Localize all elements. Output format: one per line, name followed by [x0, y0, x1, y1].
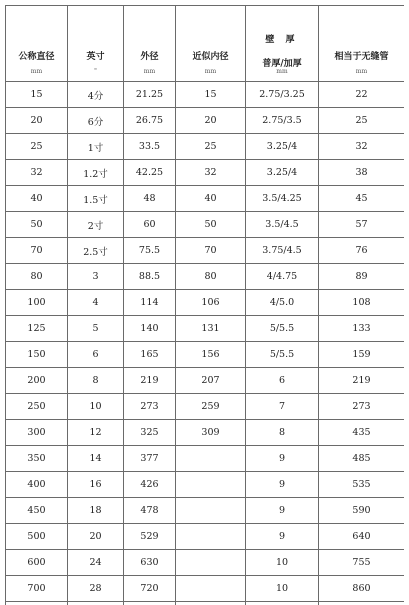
table-row — [6, 602, 405, 605]
cell-wall-thickness: 3.5/4.25 — [246, 186, 319, 212]
cell-nominal-diameter: 700 — [6, 576, 68, 602]
cell-inner-diameter: 131 — [176, 316, 246, 342]
header-label-top: 壁 厚 — [246, 32, 318, 45]
cell-seamless-equivalent: 38 — [319, 160, 405, 186]
cell-nominal-diameter: 350 — [6, 446, 68, 472]
header-outer-diameter — [124, 6, 176, 82]
cell-outer-diameter: 42.25 — [124, 160, 176, 186]
cell-inner-diameter: 259 — [176, 394, 246, 420]
cell-seamless-equivalent: 159 — [319, 342, 405, 368]
cell-wall-thickness: 2.75/3.5 — [246, 108, 319, 134]
cell-inner-diameter: 156 — [176, 342, 246, 368]
header-row — [6, 6, 405, 82]
cell-inch: 2寸 — [68, 212, 124, 238]
header-unit: mm — [124, 68, 175, 75]
cell-seamless-equivalent: 32 — [319, 134, 405, 160]
cell-outer-diameter: 426 — [124, 472, 176, 498]
cell-wall-thickness: 8 — [246, 420, 319, 446]
cell-nominal-diameter: 500 — [6, 524, 68, 550]
cell-seamless-equivalent: 640 — [319, 524, 405, 550]
cell-wall-thickness: 7 — [246, 394, 319, 420]
cell-nominal-diameter: 32 — [6, 160, 68, 186]
cell-outer-diameter — [124, 602, 176, 605]
cell-seamless-equivalent: 535 — [319, 472, 405, 498]
table-row — [6, 290, 405, 316]
cell-outer-diameter: 33.5 — [124, 134, 176, 160]
cell-inch: 10 — [68, 394, 124, 420]
table-row — [6, 342, 405, 368]
table-row — [6, 420, 405, 446]
cell-outer-diameter: 219 — [124, 368, 176, 394]
cell-seamless-equivalent: 76 — [319, 238, 405, 264]
cell-wall-thickness: 9 — [246, 472, 319, 498]
cell-seamless-equivalent: 89 — [319, 264, 405, 290]
cell-outer-diameter: 140 — [124, 316, 176, 342]
table-row — [6, 446, 405, 472]
cell-inch: 1寸 — [68, 134, 124, 160]
cell-seamless-equivalent: 108 — [319, 290, 405, 316]
cell-nominal-diameter: 125 — [6, 316, 68, 342]
cell-inch: 4 — [68, 290, 124, 316]
cell-seamless-equivalent: 590 — [319, 498, 405, 524]
header-label: 近似内径 — [176, 49, 245, 62]
cell-wall-thickness: 10 — [246, 576, 319, 602]
header-label: 英寸 — [68, 49, 123, 62]
table-row — [6, 368, 405, 394]
cell-inch: 2.5寸 — [68, 238, 124, 264]
cell-outer-diameter: 60 — [124, 212, 176, 238]
cell-outer-diameter: 26.75 — [124, 108, 176, 134]
cell-inch: 24 — [68, 550, 124, 576]
cell-seamless-equivalent: 22 — [319, 82, 405, 108]
header-label: 公称直径 — [6, 49, 67, 62]
cell-inner-diameter: 25 — [176, 134, 246, 160]
cell-seamless-equivalent: 860 — [319, 576, 405, 602]
cell-inch: 14 — [68, 446, 124, 472]
cell-inner-diameter: 32 — [176, 160, 246, 186]
cell-wall-thickness: 3.5/4.5 — [246, 212, 319, 238]
cell-inner-diameter — [176, 576, 246, 602]
header-unit: " — [68, 68, 123, 75]
cell-nominal-diameter: 70 — [6, 238, 68, 264]
cell-inch: 18 — [68, 498, 124, 524]
table-row — [6, 550, 405, 576]
cell-inner-diameter: 309 — [176, 420, 246, 446]
cell-nominal-diameter: 100 — [6, 290, 68, 316]
cell-wall-thickness: 2.75/3.25 — [246, 82, 319, 108]
cell-inner-diameter: 80 — [176, 264, 246, 290]
cell-seamless-equivalent: 755 — [319, 550, 405, 576]
cell-outer-diameter: 478 — [124, 498, 176, 524]
table-row — [6, 316, 405, 342]
cell-inch: 6分 — [68, 108, 124, 134]
cell-outer-diameter: 21.25 — [124, 82, 176, 108]
table-row — [6, 108, 405, 134]
cell-nominal-diameter: 150 — [6, 342, 68, 368]
cell-seamless-equivalent: 485 — [319, 446, 405, 472]
cell-inner-diameter: 70 — [176, 238, 246, 264]
cell-wall-thickness: 3.75/4.5 — [246, 238, 319, 264]
cell-outer-diameter: 75.5 — [124, 238, 176, 264]
cell-inch: 12 — [68, 420, 124, 446]
table-body — [6, 82, 405, 605]
cell-seamless-equivalent: 133 — [319, 316, 405, 342]
cell-inch: 8 — [68, 368, 124, 394]
table-row — [6, 134, 405, 160]
cell-outer-diameter: 114 — [124, 290, 176, 316]
cell-outer-diameter: 88.5 — [124, 264, 176, 290]
cell-seamless-equivalent — [319, 602, 405, 605]
cell-wall-thickness: 3.25/4 — [246, 134, 319, 160]
cell-nominal-diameter: 15 — [6, 82, 68, 108]
cell-wall-thickness: 5/5.5 — [246, 316, 319, 342]
cell-inner-diameter — [176, 550, 246, 576]
cell-inner-diameter: 106 — [176, 290, 246, 316]
table-row — [6, 186, 405, 212]
cell-inch — [68, 602, 124, 605]
header-seamless-equivalent — [319, 6, 405, 82]
cell-wall-thickness: 10 — [246, 550, 319, 576]
cell-nominal-diameter: 80 — [6, 264, 68, 290]
cell-inch: 28 — [68, 576, 124, 602]
cell-seamless-equivalent: 57 — [319, 212, 405, 238]
header-unit: mm — [176, 68, 245, 75]
cell-wall-thickness: 9 — [246, 524, 319, 550]
cell-inch: 6 — [68, 342, 124, 368]
cell-nominal-diameter: 400 — [6, 472, 68, 498]
cell-inch: 5 — [68, 316, 124, 342]
cell-nominal-diameter: 600 — [6, 550, 68, 576]
table-row — [6, 212, 405, 238]
cell-inch: 3 — [68, 264, 124, 290]
cell-outer-diameter: 720 — [124, 576, 176, 602]
cell-wall-thickness — [246, 602, 319, 605]
header-label: 外径 — [124, 49, 175, 62]
cell-wall-thickness: 5/5.5 — [246, 342, 319, 368]
cell-nominal-diameter: 40 — [6, 186, 68, 212]
cell-wall-thickness: 6 — [246, 368, 319, 394]
table-row — [6, 394, 405, 420]
table-row — [6, 524, 405, 550]
header-unit: mm — [6, 68, 67, 75]
cell-seamless-equivalent: 273 — [319, 394, 405, 420]
cell-inch: 1.5寸 — [68, 186, 124, 212]
header-inner-diameter — [176, 6, 246, 82]
cell-inner-diameter — [176, 446, 246, 472]
header-wall-thickness — [246, 6, 319, 82]
cell-wall-thickness: 9 — [246, 498, 319, 524]
cell-outer-diameter: 48 — [124, 186, 176, 212]
cell-inch: 1.2寸 — [68, 160, 124, 186]
cell-seamless-equivalent: 45 — [319, 186, 405, 212]
cell-outer-diameter: 529 — [124, 524, 176, 550]
cell-inch: 16 — [68, 472, 124, 498]
cell-nominal-diameter: 20 — [6, 108, 68, 134]
cell-inner-diameter: 15 — [176, 82, 246, 108]
table-row — [6, 82, 405, 108]
header-label: 相当于无缝管 — [319, 49, 404, 62]
table-row — [6, 498, 405, 524]
cell-outer-diameter: 325 — [124, 420, 176, 446]
pipe-dimension-table — [5, 5, 404, 605]
cell-inner-diameter: 20 — [176, 108, 246, 134]
cell-nominal-diameter: 50 — [6, 212, 68, 238]
cell-wall-thickness: 4/4.75 — [246, 264, 319, 290]
table-row — [6, 264, 405, 290]
table-row — [6, 238, 405, 264]
header-label-bottom: 普厚/加厚 — [246, 56, 318, 69]
header-inch — [68, 6, 124, 82]
header-nominal-diameter — [6, 6, 68, 82]
cell-seamless-equivalent: 435 — [319, 420, 405, 446]
header-unit: mm — [319, 68, 404, 75]
table-row — [6, 160, 405, 186]
cell-wall-thickness: 4/5.0 — [246, 290, 319, 316]
cell-wall-thickness: 9 — [246, 446, 319, 472]
header-unit: mm — [246, 68, 318, 75]
pipe-spec-sheet — [5, 5, 404, 605]
cell-seamless-equivalent: 219 — [319, 368, 405, 394]
cell-nominal-diameter: 200 — [6, 368, 68, 394]
cell-nominal-diameter: 25 — [6, 134, 68, 160]
cell-outer-diameter: 273 — [124, 394, 176, 420]
cell-inner-diameter — [176, 602, 246, 605]
cell-seamless-equivalent: 25 — [319, 108, 405, 134]
cell-inner-diameter — [176, 472, 246, 498]
cell-outer-diameter: 165 — [124, 342, 176, 368]
cell-inner-diameter: 40 — [176, 186, 246, 212]
cell-nominal-diameter — [6, 602, 68, 605]
cell-inch: 20 — [68, 524, 124, 550]
cell-inner-diameter: 207 — [176, 368, 246, 394]
cell-nominal-diameter: 250 — [6, 394, 68, 420]
cell-outer-diameter: 630 — [124, 550, 176, 576]
cell-outer-diameter: 377 — [124, 446, 176, 472]
cell-nominal-diameter: 450 — [6, 498, 68, 524]
cell-wall-thickness: 3.25/4 — [246, 160, 319, 186]
cell-inner-diameter — [176, 524, 246, 550]
cell-inner-diameter: 50 — [176, 212, 246, 238]
cell-inch: 4分 — [68, 82, 124, 108]
cell-inner-diameter — [176, 498, 246, 524]
cell-nominal-diameter: 300 — [6, 420, 68, 446]
table-row — [6, 576, 405, 602]
table-row — [6, 472, 405, 498]
